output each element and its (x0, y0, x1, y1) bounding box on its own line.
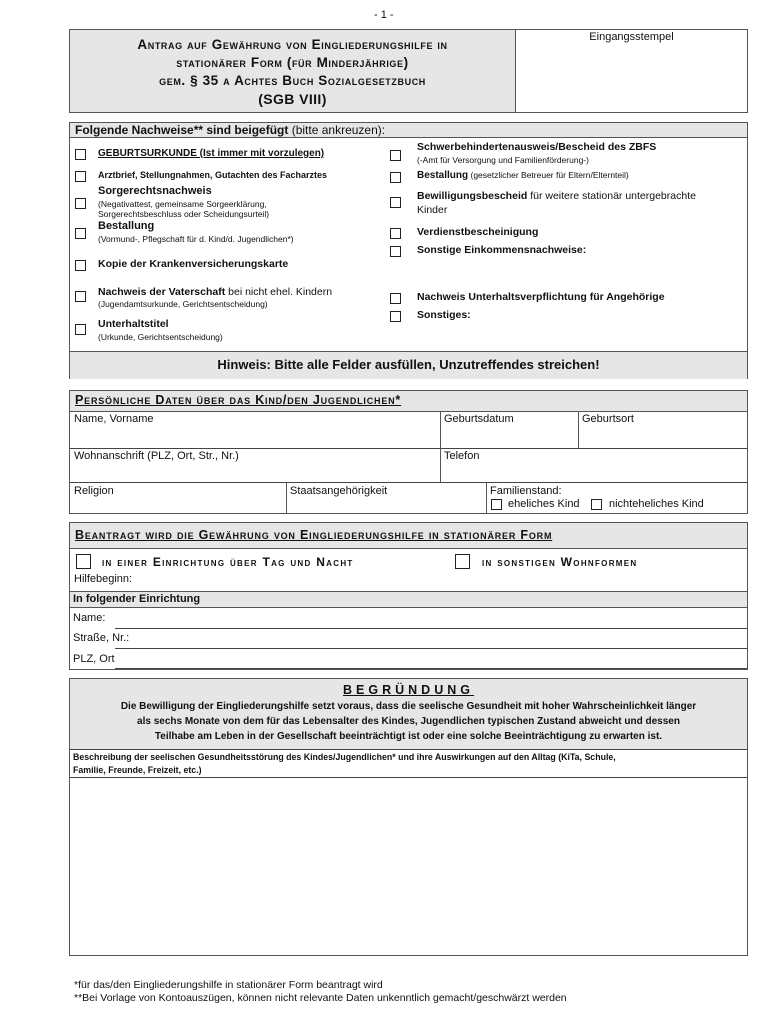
label-bestallung-eltern-rest: (gesetzlicher Betreuer für Eltern/Elternteil) (468, 170, 629, 180)
field-staatsangehoerigkeit[interactable]: Staatsangehörigkeit (290, 485, 388, 497)
hinweis-text: Hinweis: Bitte alle Felder ausfüllen, Unzutreffendes streichen! (217, 357, 600, 372)
begruendung-heading: BEGRÜNDUNG (343, 683, 474, 697)
personal-row-divider-2 (70, 482, 747, 483)
form-title-line-3: gem. § 35 a Achtes Buch Sozialgesetzbuch (159, 73, 426, 88)
checkbox-schwerbehindertenausweis[interactable] (390, 150, 401, 161)
label-bewilligungsbescheid-line2: Kinder (417, 204, 448, 216)
form-title-line-2: stationärer Form (für Minderjährige) (176, 55, 409, 70)
nachweise-heading-normal: (bitte ankreuzen): (288, 123, 386, 137)
field-geburtsort[interactable]: Geburtsort (582, 413, 634, 425)
beschreibung-textarea[interactable] (70, 778, 747, 955)
checkbox-krankenversicherungskarte[interactable] (75, 260, 86, 271)
nachweise-heading (75, 123, 385, 137)
field-einrichtung-name[interactable]: Name: (73, 612, 106, 624)
label-sonstiges: Sonstiges: (417, 309, 471, 321)
sub-sorgerechtsnachweis-2: Sorgerechtsbeschluss oder Scheidungsurteil) (98, 209, 270, 219)
checkbox-nichteheliches-kind[interactable] (591, 499, 602, 510)
beantragt-heading: Beantragt wird die Gewährung von Eingliederungshilfe in stationärer Form (75, 528, 553, 542)
field-einrichtung-plz-ort[interactable]: PLZ, Ort (73, 653, 115, 665)
sub-unterhaltstitel: (Urkunde, Gerichtsentscheidung) (98, 332, 223, 342)
personal-col-divider-3 (286, 482, 287, 513)
checkbox-unterhaltsverpflichtung[interactable] (390, 293, 401, 304)
label-bewilligungsbescheid-bold: Bewilligungsbescheid (417, 190, 528, 202)
einrichtung-name-line (115, 628, 747, 629)
checkbox-eheliches-kind[interactable] (491, 499, 502, 510)
label-bestallung-kind: Bestallung (98, 220, 155, 232)
field-familienstand: Familienstand: (490, 485, 562, 497)
eingangsstempel-label: Eingangsstempel (589, 31, 674, 43)
label-bewilligungsbescheid (417, 190, 696, 202)
beschreibung-label-2: Familie, Freunde, Freizeit, etc.) (73, 765, 202, 775)
label-vaterschaft (98, 286, 332, 298)
sub-bestallung-kind: (Vormund-, Pflegschaft für d. Kind/d. Jugendlichen*) (98, 234, 294, 244)
label-verdienstbescheinigung: Verdienstbescheinigung (417, 226, 539, 238)
label-vaterschaft-rest: bei nicht ehel. Kindern (225, 286, 333, 298)
field-religion[interactable]: Religion (74, 485, 114, 497)
label-unterhaltstitel: Unterhaltstitel (98, 318, 169, 330)
field-name-vorname[interactable]: Name, Vorname (74, 413, 154, 425)
label-arztbrief: Arztbrief, Stellungnahmen, Gutachten des Facharztes (98, 170, 328, 180)
label-sonstige-einkommensnachweise: Sonstige Einkommensnachweise: (417, 244, 587, 256)
sub-sorgerechtsnachweis-1: (Negativattest, gemeinsame Sorgeerklärung, (98, 199, 267, 209)
begruendung-text-3: Teilhabe am Leben in der Gesellschaft beeinträchtigt ist oder eine solche Beeinträchtigung zu erwarten ist. (154, 731, 663, 742)
field-wohnanschrift[interactable]: Wohnanschrift (PLZ, Ort, Str., Nr.) (74, 450, 239, 462)
label-tag-und-nacht: in einer Einrichtung über Tag und Nacht (102, 555, 354, 569)
personal-row-divider-1 (70, 448, 747, 449)
footnote-1: *für das/den Eingliederungshilfe in stationärer Form beantragt wird (74, 979, 383, 991)
field-telefon[interactable]: Telefon (444, 450, 480, 462)
sub-schwerbehindertenausweis: (-Amt für Versorgung und Familienförderung-) (417, 155, 589, 165)
label-bewilligungsbescheid-rest: für weitere stationär untergebrachte (527, 190, 696, 202)
checkbox-vaterschaft[interactable] (75, 291, 86, 302)
sub-vaterschaft: (Jugendamtsurkunde, Gerichtsentscheidung) (98, 299, 268, 309)
begruendung-divider (70, 749, 747, 750)
checkbox-sonstige-wohnformen[interactable] (455, 554, 470, 569)
checkbox-sorgerechtsnachweis[interactable] (75, 198, 86, 209)
field-geburtsdatum[interactable]: Geburtsdatum (444, 413, 514, 425)
checkbox-bestallung-kind[interactable] (75, 228, 86, 239)
checkbox-bewilligungsbescheid[interactable] (390, 197, 401, 208)
label-eheliches-kind: eheliches Kind (508, 498, 580, 510)
checkbox-geburtsurkunde[interactable] (75, 149, 86, 160)
form-title-line-4: (SGB VIII) (258, 91, 327, 107)
footnote-2: **Bei Vorlage von Kontoauszügen, können nicht relevante Daten unkenntlich gemacht/geschwärzt werden (74, 992, 567, 1004)
einrichtung-strasse-line (115, 648, 747, 649)
nachweise-heading-bold: Folgende Nachweise** sind beigefügt (75, 123, 289, 137)
checkbox-bestallung-eltern[interactable] (390, 172, 401, 183)
label-sonstige-wohnformen: in sonstigen Wohnformen (482, 555, 638, 569)
beschreibung-label-1: Beschreibung der seelischen Gesundheitsstörung des Kindes/Jugendlichen* und ihre Auswirkungen auf den Alltag (KiTa, Schule, (73, 752, 616, 762)
label-vaterschaft-bold: Nachweis der Vaterschaft (98, 286, 226, 298)
checkbox-sonstiges[interactable] (390, 311, 401, 322)
personal-col-divider-4 (486, 482, 487, 513)
einrichtung-heading: In folgender Einrichtung (73, 593, 201, 605)
personal-col-divider-1 (440, 411, 441, 482)
label-unterhaltsverpflichtung: Nachweis Unterhaltsverpflichtung für Angehörige (417, 291, 665, 303)
label-nichteheliches-kind: nichteheliches Kind (609, 498, 704, 510)
checkbox-arztbrief[interactable] (75, 171, 86, 182)
checkbox-tag-und-nacht[interactable] (76, 554, 91, 569)
field-hilfebeginn[interactable]: Hilfebeginn: (74, 573, 133, 585)
label-bestallung-eltern-bold: Bestallung (417, 170, 469, 181)
personal-heading: Persönliche Daten über das Kind/den Jugendlichen* (75, 393, 402, 407)
checkbox-verdienstbescheinigung[interactable] (390, 228, 401, 239)
checkbox-sonstige-einkommensnachweise[interactable] (390, 246, 401, 257)
label-schwerbehindertenausweis: Schwerbehindertenausweis/Bescheid des ZBFS (417, 141, 657, 153)
label-krankenversicherungskarte: Kopie der Krankenversicherungskarte (98, 258, 289, 270)
label-geburtsurkunde: GEBURTSURKUNDE (Ist immer mit vorzulegen) (98, 148, 325, 159)
checkbox-unterhaltstitel[interactable] (75, 324, 86, 335)
field-einrichtung-strasse[interactable]: Straße, Nr.: (73, 632, 130, 644)
begruendung-text-1: Die Bewilligung der Eingliederungshilfe setzt voraus, dass die seelische Gesundheit mit hoher Wahrscheinlichkeit länger (120, 701, 697, 712)
form-title-line-1: Antrag auf Gewährung von Eingliederungshilfe in (137, 37, 448, 52)
personal-col-divider-2 (578, 411, 579, 448)
page-number: - 1 - (374, 9, 394, 21)
label-bestallung-eltern (417, 170, 629, 181)
begruendung-text-2: als sechs Monate von dem für das Lebensalter des Kindes, Jugendlichen typischen Zustand abweicht und dessen (137, 716, 680, 727)
einrichtung-plz-ort-line (115, 668, 747, 669)
label-sorgerechtsnachweis: Sorgerechtsnachweis (98, 185, 212, 197)
